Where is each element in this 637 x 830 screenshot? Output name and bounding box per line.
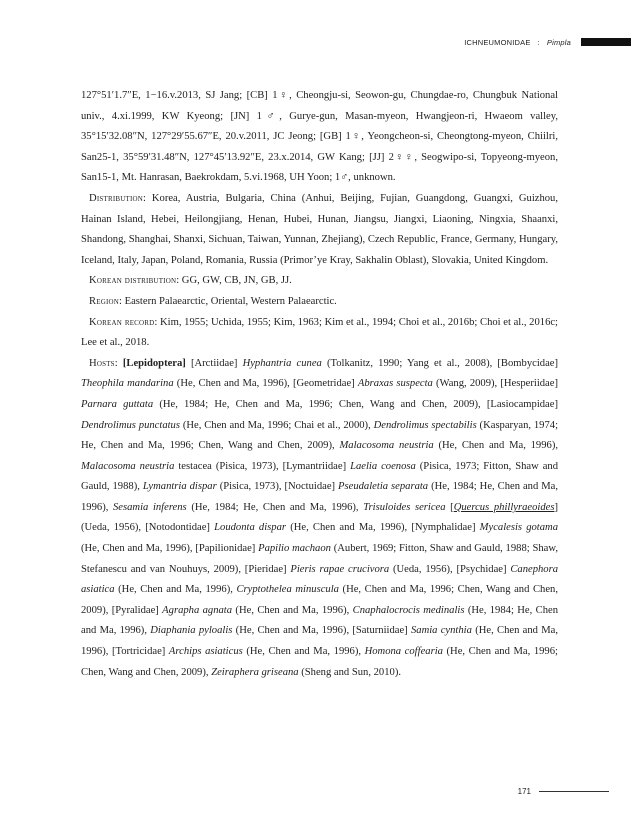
distribution-paragraph	[81, 189, 558, 271]
host-species-name: Papilio machaon	[258, 543, 331, 555]
host-species-name: Cryptothelea minuscula	[236, 584, 339, 596]
host-species-name: Sesamia inferens	[113, 501, 187, 513]
page-number: 171	[517, 787, 531, 796]
main-text	[81, 86, 558, 683]
host-species-name: Trisuloides sericea	[363, 501, 446, 513]
hosts-text-segment: (He, Chen and Ma, 1996; Chen, Wang and Chen, 2009),	[81, 646, 558, 678]
hosts-text-segment: ] (Ueda, 1956), [Notodontidae]	[81, 501, 558, 534]
host-species-name: Diaphania pyloalis	[150, 625, 233, 637]
distribution-label: Distribution	[89, 192, 143, 204]
hosts-text-segment: (Wang, 2009), [Hesperiidae]	[432, 378, 558, 390]
korean-distribution-text: : GG, GW, CB, JN, GB, JJ.	[176, 275, 292, 287]
host-species-name: Homona coffearia	[364, 646, 443, 658]
host-species-name: Malacosoma neustria	[339, 440, 434, 452]
hosts-text-segment: (He, Chen and Ma, 1996),	[114, 584, 237, 596]
hosts-text-segment: (Pisica, 1973), [Noctuidae]	[216, 481, 339, 493]
hosts-text-segment: (Ueda, 1956), [Psychidae]	[389, 563, 511, 575]
running-head-genus: Pimpla	[546, 37, 571, 47]
host-species-name: Mycalesis gotama	[479, 522, 558, 534]
hosts-text-segment: (He, Chen and Ma, 1996; Chai et al., 2000),	[179, 419, 374, 431]
running-head-separator: :	[537, 37, 540, 47]
hosts-text-segment: (He, Chen and Ma, 1996), [Saturniidae]	[232, 625, 411, 637]
hosts-text-segment: (He, 1984; He, Chen and Ma, 1996),	[81, 604, 558, 637]
korean-distribution-label: Korean distribution	[89, 275, 177, 287]
hosts-text-segment: (He, Chen and Ma, 1996),	[433, 440, 558, 452]
hosts-text-segment: (Aubert, 1969; Fitton, Shaw and Gauld, 1988; Shaw, Stefanescu and van Nouhuys, 2009), [Pieridae]	[81, 543, 558, 575]
region-paragraph	[81, 292, 558, 313]
hosts-paragraph	[81, 354, 558, 684]
host-species-name: Theophila mandarina	[81, 378, 174, 390]
hosts-text-segment: (He, 1984; He, Chen and Ma, 1996),	[81, 481, 559, 513]
host-species-name: Pseudaletia separata	[338, 481, 429, 493]
hosts-text-segment: (He, Chen and Ma, 1996), [Geometridae]	[173, 378, 358, 390]
hosts-text-segment: [Lepidoptera]	[122, 357, 186, 369]
host-species-name: Hyphantria cunea	[242, 357, 322, 369]
region-text: : Eastern Palaearctic, Oriental, Western Palaearctic.	[119, 295, 337, 307]
host-species-name: Malacosoma neustria	[81, 460, 175, 472]
hosts-text-segment: (He, Chen and Ma, 1996), [Papilionidae]	[81, 543, 259, 555]
host-species-name: Zeiraphera griseana	[211, 666, 299, 678]
hosts-text-segment: (Sheng and Sun, 2010).	[298, 666, 401, 678]
hosts-text-segment: (He, Chen and Ma, 1996; Chen, Wang and Chen, 2009), [Pyralidae]	[81, 584, 558, 616]
korean-distribution-paragraph	[81, 271, 558, 292]
hosts-text-segment: (Tolkanitz, 1990; Yang et al., 2008), [Bombycidae]	[321, 357, 559, 369]
host-species-name: Dendrolimus spectabilis	[373, 419, 477, 431]
hosts-text-segment: (He, Chen and Ma, 1996), [Nymphalidae]	[286, 522, 480, 534]
hosts-label: Hosts	[89, 357, 115, 369]
distribution-text: : Korea, Austria, Bulgaria, China (Anhui, Beijing, Fujian, Guangdong, Guangxi, Guizhou, Hainan Island, Hebei, Heilongjiang, Henan, Hubei, Hunan, Jiangsu, Jiangxi, Liaoning, Ningxia, Shaanxi, Shandong, Shanghai, Shanxi, Sichuan, Taiwan, Yunnan, Zhejiang), Czech Republic, France, Germany, Hungary, Iceland, Italy, Japan, Poland, Romania, Russia (Primor’ye Kray, Sakhalin Oblast), Slovakia, United Kingdom.	[81, 192, 558, 266]
running-head-section: ICHNEUMONIDAE	[464, 37, 531, 47]
hosts-text	[81, 358, 558, 678]
material-examined-paragraph: 127°51′1.7″E, 1−16.v.2013, SJ Jang; [CB] 1♀, Cheongju-si, Seowon-gu, Chungdae-ro, Chungbuk National univ., 4.xi.1999, KW Kyeong; [JN] 1♂, Gurye-gun, Masan-myeon, Hwangjeon-ri, Hwaeom valley, 35°15′32.08″N, 127°29′55.67″E, 20.v.2011, JC Jeong; [GB] 1♀, Yeongcheon-si, Cheongtong-myeon, Chiilri, San25-1, 35°59′31.48″N, 127°45′13.92″E, 23.x.2014, GW Kang; [JJ] 2♀♀, Seogwipo-si, Topyeong-myeon, San15-1, Mt. Hanrasan, Baekrokdam, 5.vi.1968, UH Yoon; 1♂, unknown.	[81, 90, 558, 184]
hosts-text-segment: testacea (Pisica, 1973), [Lymantriidae]	[174, 460, 351, 472]
running-head	[464, 37, 631, 47]
host-species-name: Agrapha agnata	[162, 604, 233, 616]
hosts-text-segment: (He, Chen and Ma, 1996), [Tortricidae]	[81, 625, 558, 658]
host-species-name: Laelia coenosa	[350, 460, 416, 472]
host-species-name: Loudonta dispar	[214, 522, 287, 534]
hosts-text-segment: (Pisica, 1973; Fitton, Shaw and Gauld, 1988),	[81, 460, 558, 493]
hosts-colon: :	[114, 357, 123, 369]
page-footer	[518, 787, 609, 796]
host-species-name: Cnaphalocrocis medinalis	[352, 604, 465, 616]
host-species-name: Quercus phillyraeoides	[453, 501, 555, 513]
footer-rule	[539, 791, 609, 792]
hosts-text-segment: (He, 1984; He, Chen and Ma, 1996),	[186, 501, 364, 513]
hosts-text-segment: (He, Chen and Ma, 1996),	[242, 646, 365, 658]
hosts-text-segment: [	[445, 501, 454, 513]
running-head-bar	[581, 38, 631, 46]
hosts-text-segment: (He, Chen and Ma, 1996),	[232, 604, 353, 616]
host-species-name: Archips asiaticus	[168, 646, 243, 658]
host-species-name: Lymantria dispar	[142, 481, 217, 493]
korean-record-label: Korean record	[89, 316, 155, 328]
hosts-text-segment: [Arctiidae]	[185, 357, 243, 369]
hosts-text-segment: (Kasparyan, 1974; He, Chen and Ma, 1996; Chen, Wang and Chen, 2009),	[81, 419, 559, 452]
host-species-name: Abraxas suspecta	[357, 378, 433, 390]
korean-record-paragraph	[81, 313, 558, 354]
host-species-name: Samia cynthia	[410, 625, 472, 637]
host-species-name: Dendrolimus punctatus	[81, 419, 180, 431]
host-species-name: Pieris rapae crucivora	[290, 563, 390, 575]
host-species-name: Parnara guttata	[81, 398, 154, 410]
host-species-name: Canephora asiatica	[81, 563, 558, 596]
hosts-text-segment: (He, 1984; He, Chen and Ma, 1996; Chen, Wang and Chen, 2009), [Lasiocampidae]	[153, 398, 558, 410]
korean-record-text: : Kim, 1955; Uchida, 1955; Kim, 1963; Kim et al., 1994; Choi et al., 2016b; Choi et al., 2016c; Lee et al., 2018.	[81, 316, 559, 349]
region-label: Region	[89, 295, 120, 307]
